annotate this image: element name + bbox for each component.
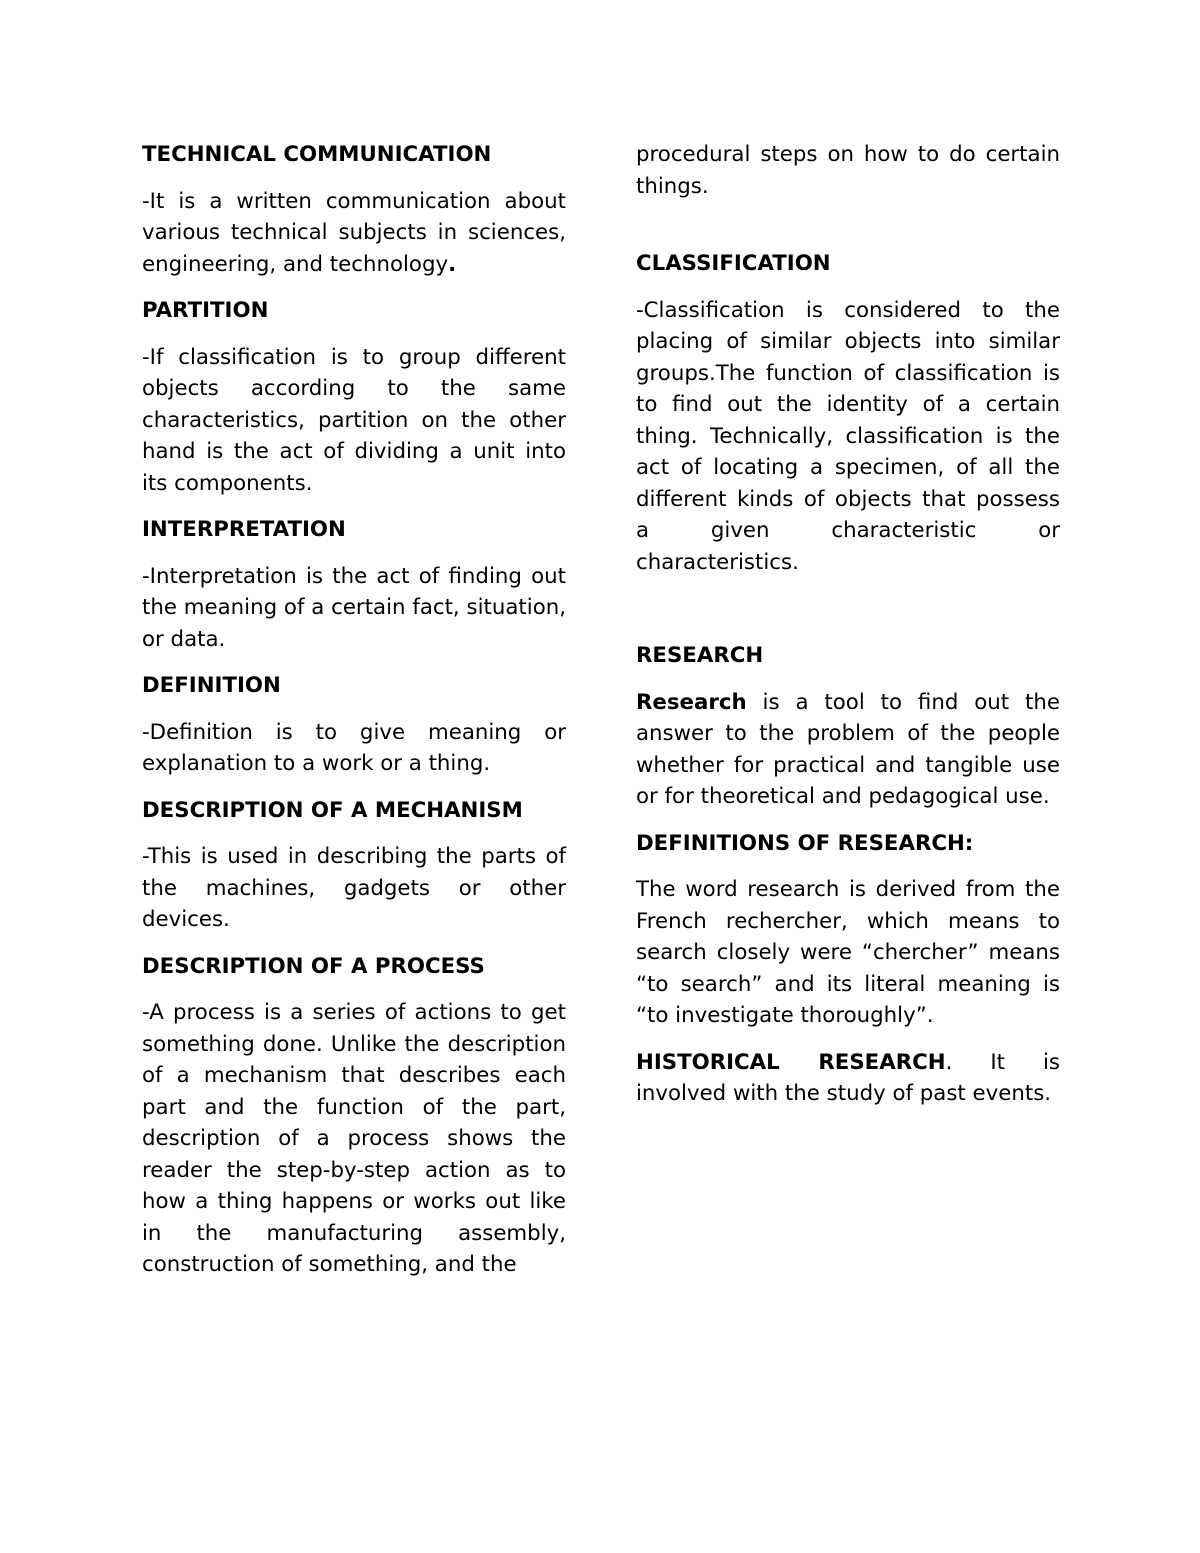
technical-communication-body: -It is a written communication about various technical subjects in sciences, engineering, and technology. [142, 188, 566, 277]
classification-heading: CLASSIFICATION [636, 251, 831, 276]
interpretation-heading: INTERPRETATION [142, 517, 346, 542]
technical-communication-heading: TECHNICAL COMMUNICATION [142, 142, 492, 167]
partition-heading: PARTITION [142, 298, 269, 323]
interpretation-body: -Interpretation is the act of finding out the meaning of a certain fact, situation, or data. [142, 563, 566, 652]
definitions-of-research-body: The word research is derived from the French rechercher, which means to search closely were “chercher” means “to search” and its literal meaning is “to investigate thoroughly”. [636, 877, 1060, 1028]
partition-body: -If classification is to group different objects according to the same characteristics, partition on the other hand is the act of dividing a unit into its components. [142, 344, 566, 496]
description-process-heading: DESCRIPTION OF A PROCESS [142, 953, 485, 979]
research-heading: RESEARCH [636, 643, 764, 668]
historical-research-term: HISTORICAL RESEARCH [636, 1049, 946, 1075]
left-column [142, 139, 566, 1296]
description-mechanism-heading: DESCRIPTION OF A MECHANISM [142, 797, 523, 823]
classification-body: -Classification is considered to the placing of similar objects into similar groups.The function of classification is to find out the identity of a certain thing. Technically, classification is the act of locating a specimen, of all the different kinds of objects that possess a given characteristic or characteristics. [636, 297, 1060, 575]
description-process-body: -A process is a series of actions to get something done. Unlike the description of a mechanism that describes each part and the function of the part, description of a process shows the reader the step-by-step action as to how a thing happens or works out like in the manufacturing assembly, construction of something, and the [142, 1000, 566, 1277]
process-continued-text: procedural steps on how to do certain things. [636, 142, 1060, 199]
historical-research-paragraph: HISTORICAL RESEARCH. It is involved with the study of past events. [636, 1049, 1061, 1106]
definition-body: -Definition is to give meaning or explanation to a work or a thing. [142, 719, 566, 776]
definitions-of-research-heading: DEFINITIONS OF RESEARCH: [636, 830, 974, 856]
research-body: Research is a tool to find out the answer to the problem of the people whether for practical and tangible use or for theoretical and pedagogical use. [636, 689, 1060, 809]
right-column [636, 139, 1060, 1125]
description-mechanism-body: -This is used in describing the parts of the machines, gadgets or other devices. [142, 844, 566, 932]
definition-heading: DEFINITION [142, 673, 281, 698]
